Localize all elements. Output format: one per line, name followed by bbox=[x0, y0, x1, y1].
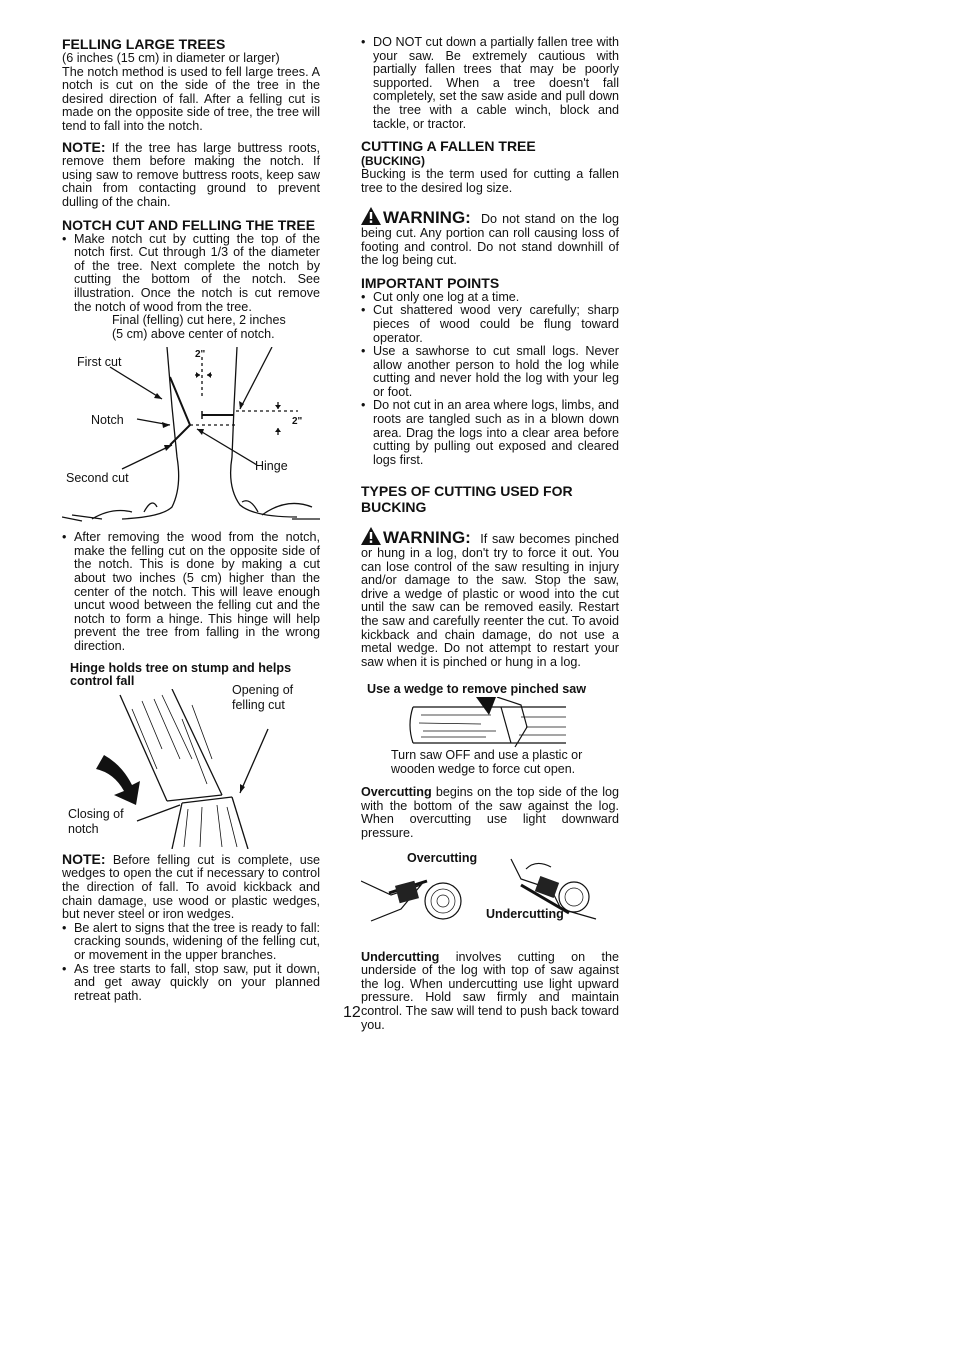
label-overcutting: Overcutting bbox=[407, 850, 478, 865]
term-overcutting: Overcutting bbox=[361, 785, 432, 800]
section-title-cutting-fallen-tree: CUTTING A FALLEN TREE bbox=[361, 138, 536, 155]
label-second-cut: Second cut bbox=[66, 471, 129, 486]
label-first-cut: First cut bbox=[77, 355, 122, 370]
label-hinge: Hinge bbox=[255, 459, 288, 474]
paragraph-bucking: Bucking is the term used for cutting a fallen tree to the desired log size. bbox=[361, 167, 619, 195]
list-item: • Cut only one log at a time. bbox=[361, 291, 619, 305]
warning-pinched-saw bbox=[361, 527, 619, 669]
warning-label: WARNING: bbox=[383, 208, 471, 228]
label-dimension-top: 2" bbox=[195, 349, 206, 361]
section-title-felling-large-trees: FELLING LARGE TREES bbox=[62, 36, 226, 52]
figure-title-wedge: Use a wedge to remove pinched saw bbox=[367, 682, 587, 697]
notch-illustration bbox=[62, 347, 320, 527]
page-number: 12 bbox=[343, 1004, 361, 1021]
right-column bbox=[361, 36, 619, 1032]
list-item: • DO NOT cut down a partially fallen tree with your saw. Be extremely cautious with partially fallen trees that may be poorly supported. When a tree doesn't fall completely, set the saw aside and pull down the tree with a cable winch, block and tackle, or tractor. bbox=[361, 36, 619, 131]
note-text: Before felling cut is complete, use wedges to open the cut if necessary to control the direction of fall. To avoid kickback and chain damage, use wood or plastic wedges, but never steel or iron wedges. bbox=[62, 852, 321, 922]
warning-icon bbox=[361, 527, 381, 545]
warning-text: If saw becomes pinched or hung in a log, don't try to force it out. You can lose control of the saw resulting in injury and/or damage to the saw. Stop the saw, drive a wedge of plastic or wood into the cut until the saw can be removed easily. Restart the saw and carefully reenter the cut. To avoid kickback and chain damage, do not use a metal wedge. Do not attempt to restart your saw when it is pinched or hung in a log. bbox=[361, 532, 620, 669]
overcutting-undercutting-diagram bbox=[361, 849, 619, 941]
figure-caption-wedge: Turn saw OFF and use a plastic or wooden wedge to force cut open. bbox=[391, 747, 583, 776]
term-undercutting: Undercutting bbox=[361, 949, 440, 964]
caption-line: Final (felling) cut here, 2 inches bbox=[112, 313, 286, 328]
figure-caption-felling bbox=[62, 314, 320, 341]
list-item: • Make notch cut by cutting the top of the notch first. Cut through 1/3 of the diameter of the tree. Next complete the notch by cutting the bottom of the notch. See illustration. Once the notch is cut remove the notch of wood from the tree. bbox=[62, 233, 320, 315]
label-notch: Notch bbox=[91, 413, 124, 428]
warning-label: WARNING: bbox=[383, 528, 471, 548]
hinge-diagram bbox=[62, 682, 320, 849]
note-wedges bbox=[62, 850, 321, 922]
paragraph-overcutting bbox=[361, 786, 619, 840]
note-label: NOTE: bbox=[62, 850, 106, 867]
label-dimension-right: 2" bbox=[292, 416, 303, 428]
paragraph-undercutting bbox=[361, 951, 619, 1033]
bullet-list-felling bbox=[62, 531, 320, 653]
label-opening-felling-cut: Opening of felling cut bbox=[232, 682, 294, 712]
warning-text: Do not stand on the log being cut. Any portion can roll causing loss of footing and control. Do not stand downhill of the log being cut. bbox=[361, 212, 619, 268]
undercutting-text: involves cutting on the underside of the log with top of saw against the log. When undercutting use light upward pressure. Hold saw firmly and maintain control. The saw will tend to push back toward you. bbox=[361, 949, 620, 1032]
note-buttress-roots bbox=[62, 138, 320, 210]
section-title-important-points: IMPORTANT POINTS bbox=[361, 274, 500, 291]
bullet-list-notch bbox=[62, 233, 320, 315]
list-item: • As tree starts to fall, stop saw, put it down, and get away quickly on your planned retreat path. bbox=[62, 963, 320, 1004]
bullet-list-falling bbox=[62, 922, 320, 1004]
wedge-log-illustration bbox=[361, 697, 619, 749]
note-text: If the tree has large buttress roots, remove them before making the notch. If using saw to remove buttress roots, keep saw chain from contacting ground to prevent dulling of the chain. bbox=[62, 140, 320, 209]
warning-log-standing bbox=[361, 207, 619, 267]
section-subtitle: (6 inches (15 cm) in diameter or larger) bbox=[62, 51, 280, 65]
bullet-list-partial-tree bbox=[361, 36, 619, 131]
list-item: • Use a sawhorse to cut small logs. Never allow another person to hold the log while cutting and never hold the log with your leg or foot. bbox=[361, 345, 619, 399]
left-column bbox=[62, 36, 320, 1003]
note-label: NOTE: bbox=[62, 138, 106, 155]
overcutting-text: begins on the top side of the log with the bottom of the saw against the log. When overcutting use light downward pressure. bbox=[361, 785, 620, 840]
figure-title-hinge: Hinge holds tree on stump and helps control fall bbox=[70, 660, 292, 689]
cutting-methods-illustration bbox=[361, 849, 619, 941]
list-item: • Do not cut in an area where logs, limbs, and roots are tangled such as in a blown down area. Drag the logs into a clear area before cutting by pulling out exposed and cleared logs first. bbox=[361, 399, 619, 467]
label-closing-notch: Closing of notch bbox=[68, 806, 124, 836]
list-item: • Be alert to signs that the tree is ready to fall: cracking sounds, widening of the felling cut, or movement in the upper branches. bbox=[62, 922, 320, 963]
list-item: • Cut shattered wood very carefully; sharp pieces of wood could be flung toward operator. bbox=[361, 304, 619, 345]
section-title-notch-cut: NOTCH CUT AND FELLING THE TREE bbox=[62, 216, 316, 233]
label-undercutting: Undercutting bbox=[486, 906, 564, 921]
caption-line: (5 cm) above center of notch. bbox=[112, 326, 275, 341]
list-item: • After removing the wood from the notch, make the felling cut on the opposite side of the notch. This is done by making a cut about two inches (5 cm) higher than the center of the notch. This will leave enough uncut wood between the felling cut and the notch to form a hinge. This hinge will help prevent the tree from falling in the wrong direction. bbox=[62, 531, 320, 653]
bullet-list-important-points bbox=[361, 291, 619, 468]
section-title-types-of-cutting: TYPES OF CUTTING USED FOR BUCKING bbox=[361, 483, 573, 516]
warning-icon bbox=[361, 207, 381, 225]
section-subtitle-bucking: (BUCKING) bbox=[361, 154, 425, 169]
paragraph-notch-method: The notch method is used to fell large trees. A notch is cut on the side of the tree in the desired direction of fall. After a felling cut is made on the opposite side of tree, the tree will tend to fall into the notch. bbox=[62, 64, 320, 133]
notch-diagram bbox=[62, 347, 320, 527]
